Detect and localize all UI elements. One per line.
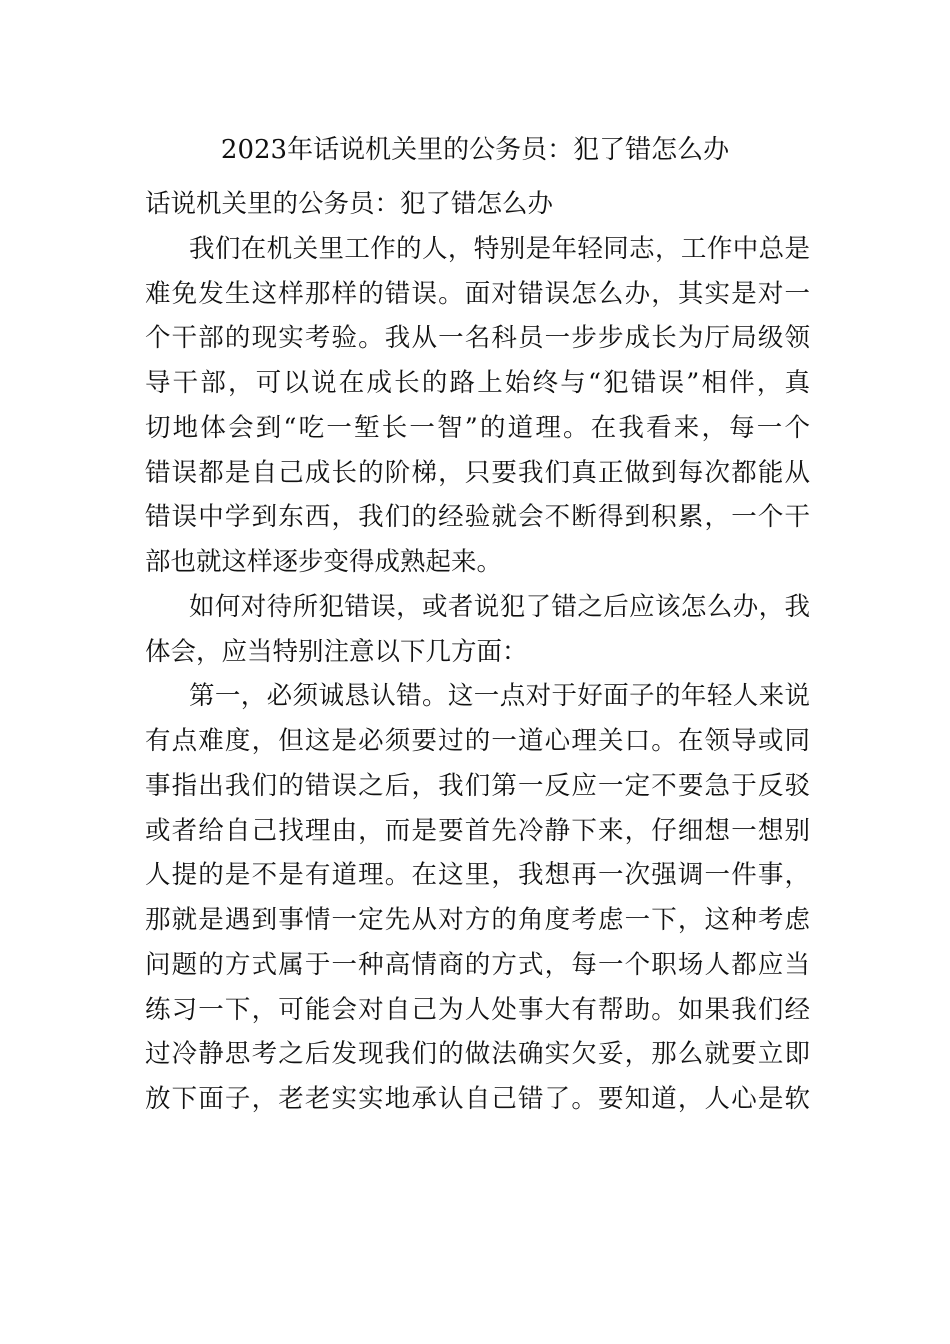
paragraph-line: 难免发生这样那样的错误。面对错误怎么办，其实是对一 [145,278,810,309]
paragraph-line: 切地体会到“吃一堑长一智”的道理。在我看来，每一个 [145,412,810,443]
paragraph-line: 导干部，可以说在成长的路上始终与“犯错误”相伴，真 [145,368,810,398]
paragraph-line: 部也就这样逐步变得成熟起来。 [145,547,503,577]
document-body [145,182,810,1122]
paragraph-line: 或者给自己找理由，而是要首先冷静下来，仔细想一想别 [145,815,810,846]
paragraph-line: 第一，必须诚恳认错。这一点对于好面子的年轻人来说 [189,681,810,712]
paragraph-1 [145,227,810,585]
paragraph-line: 练习一下，可能会对自己为人处事大有帮助。如果我们经 [145,994,810,1025]
paragraph-line: 事指出我们的错误之后，我们第一反应一定不要急于反驳 [145,770,810,801]
document-subtitle [145,182,810,227]
paragraph-line: 过冷静思考之后发现我们的做法确实欠妥，那么就要立即 [145,1039,810,1070]
paragraph-line: 如何对待所犯错误，或者说犯了错之后应该怎么办，我 [189,591,810,622]
paragraph-line: 人提的是不是有道理。在这里，我想再一次强调一件事， [145,860,810,891]
paragraph-line: 有点难度，但这是必须要过的一道心理关口。在领导或同 [145,726,810,756]
paragraph-2 [145,585,810,675]
paragraph-line: 放下面子，老老实实地承认自己错了。要知道，人心是软 [145,1084,810,1114]
document-title: 2023年话说机关里的公务员：犯了错怎么办 [220,135,730,165]
paragraph-line: 体会，应当特别注意以下几方面： [145,636,528,667]
paragraph-3 [145,674,810,1122]
paragraph-line: 我们在机关里工作的人，特别是年轻同志，工作中总是 [189,233,810,264]
paragraph-line: 错误中学到东西，我们的经验就会不断得到积累，一个干 [145,502,810,533]
subtitle-line: 话说机关里的公务员：犯了错怎么办 [145,189,554,219]
paragraph-line: 个干部的现实考验。我从一名科员一步步成长为厅局级领 [145,323,810,354]
paragraph-line: 问题的方式属于一种高情商的方式，每一个职场人都应当 [145,949,810,980]
paragraph-line: 那就是遇到事情一定先从对方的角度考虑一下，这种考虑 [145,905,810,935]
paragraph-line: 错误都是自己成长的阶梯，只要我们真正做到每次都能从 [145,457,810,488]
